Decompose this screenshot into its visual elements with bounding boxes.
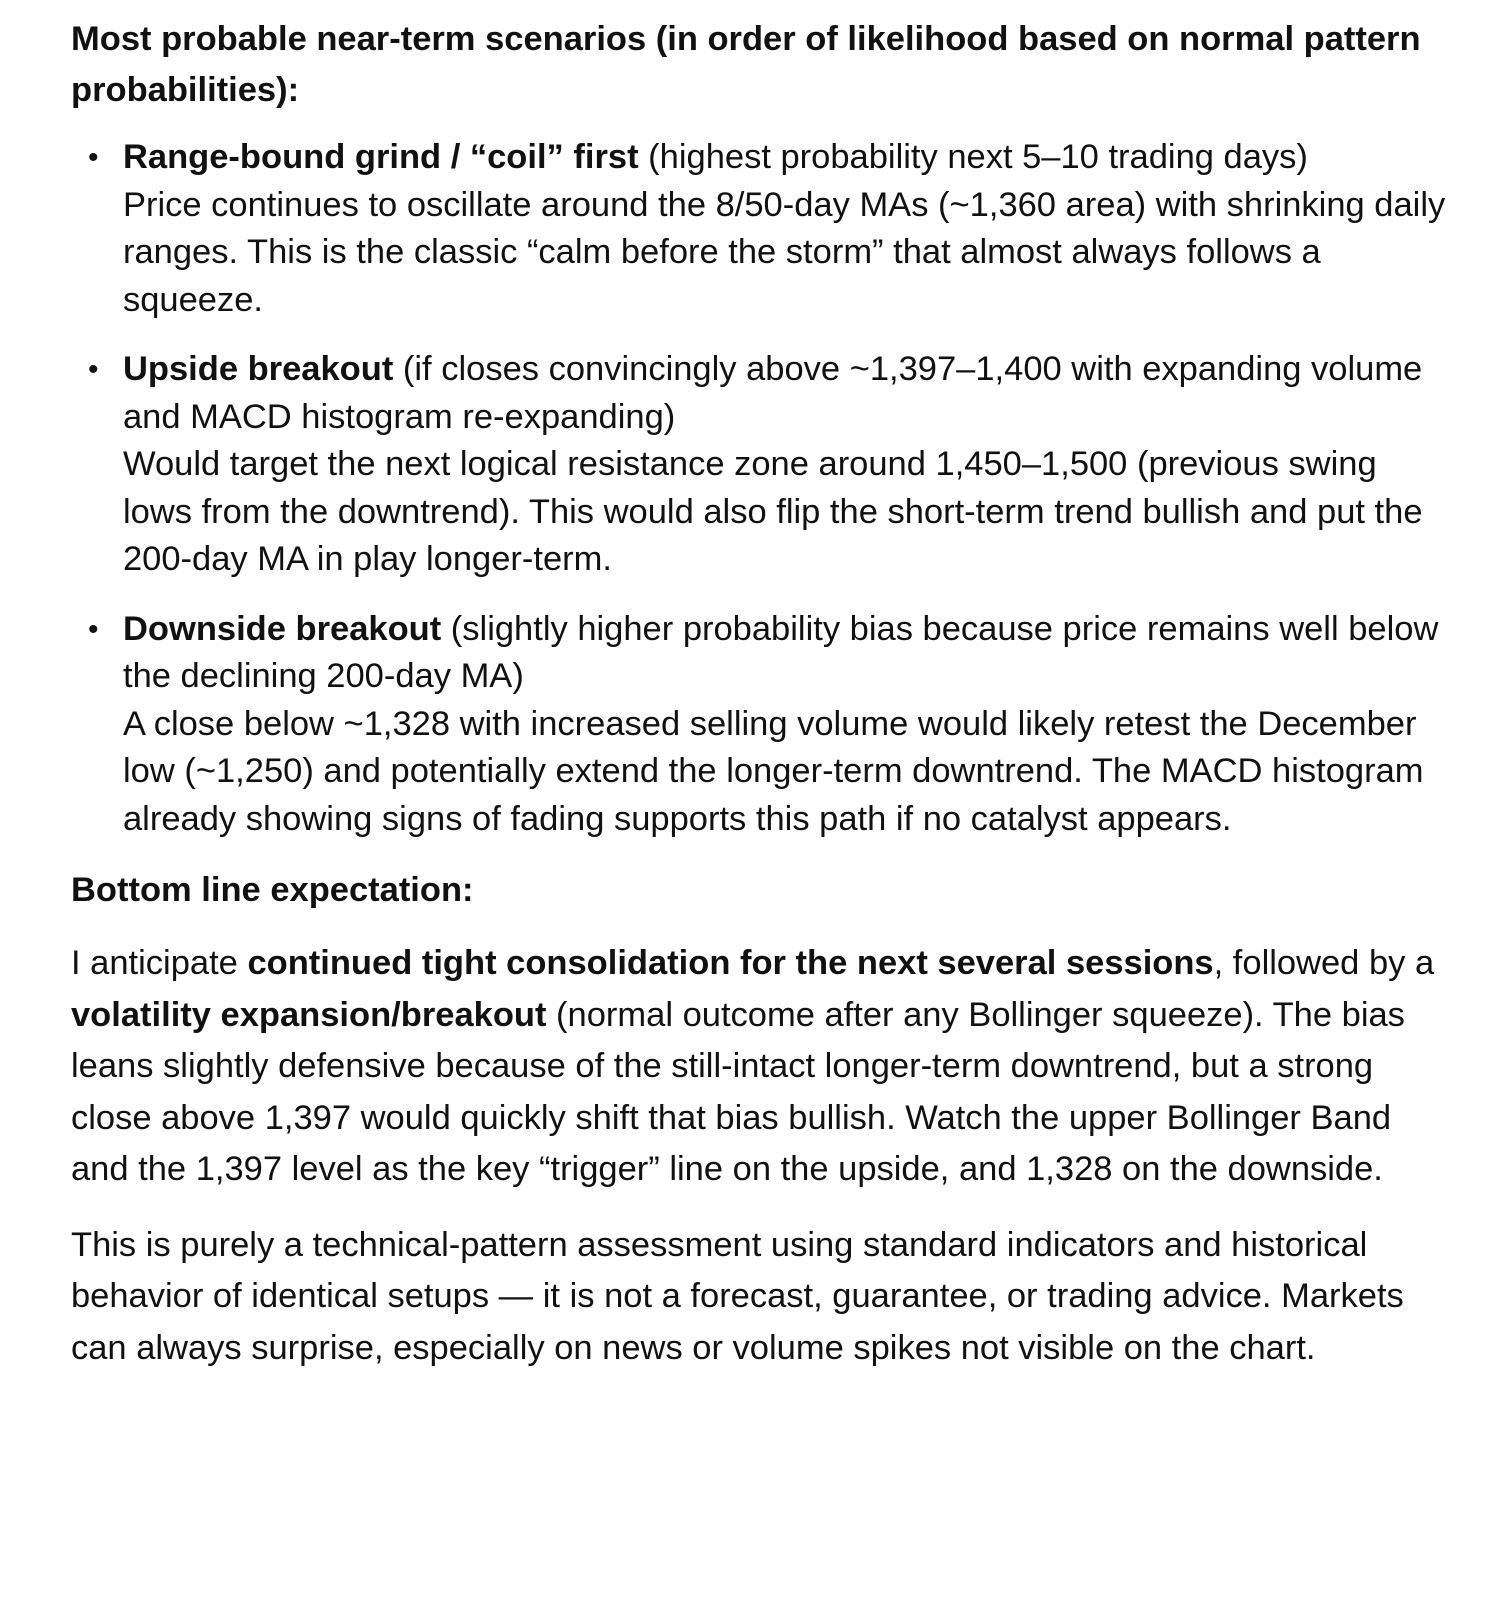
scenario-detail: Price continues to oscillate around the 8/50-day MAs (~1,360 area) with shrinking daily ranges. This is the classic “calm before the storm” that almost always follows a squeeze. — [123, 185, 1446, 319]
scenario-label: Downside breakout — [123, 609, 442, 648]
expectation-text: I anticipate — [71, 944, 248, 982]
expectation-emphasis: volatility expansion/breakout — [71, 995, 547, 1034]
scenario-label: Upside breakout — [123, 350, 394, 388]
scenario-qualifier: (slightly higher probability bias because price remains well below the declining 200-day MA) — [123, 609, 1439, 695]
list-item — [71, 134, 1450, 324]
bullet-icon: • — [88, 353, 99, 386]
scenario-detail: Would target the next logical resistance zone around 1,450–1,500 (previous swing lows from the downtrend). This would also flip the short-term trend bullish and put the 200-day MA in play longer-term. — [123, 445, 1423, 578]
bullet-icon: • — [88, 141, 99, 174]
bullet-icon: • — [88, 612, 99, 646]
scenario-qualifier: (if closes convincingly above ~1,397–1,400 with expanding volume and MACD histogram re-expanding) — [123, 350, 1423, 436]
bottom-line-heading: Bottom line expectation: — [71, 871, 474, 909]
disclaimer-paragraph: This is purely a technical-pattern assessment using standard indicators and historical behavior of identical setups — it is not a forecast, guarantee, or trading advice. Markets can always surprise, especially on news or volume spikes not visible on the chart. — [71, 1225, 1404, 1367]
scenario-qualifier: (highest probability next 5–10 trading days) — [638, 138, 1308, 176]
scenario-label: Range-bound grind / “coil” first — [123, 138, 639, 176]
expectation-text: , followed by a — [1213, 944, 1435, 982]
scenario-list — [71, 134, 1450, 843]
list-item — [71, 346, 1450, 584]
expectation-emphasis: continued tight consolidation for the next several sessions — [247, 944, 1214, 982]
list-item — [71, 606, 1450, 844]
scenarios-heading: Most probable near-term scenarios (in order of likelihood based on normal pattern probabilities): — [71, 20, 1421, 109]
scenario-detail: A close below ~1,328 with increased selling volume would likely retest the December low (~1,250) and potentially extend the longer-term downtrend. The MACD histogram already showing signs of fading supports this path if no catalyst appears. — [123, 704, 1424, 838]
expectation-text: (normal outcome after any Bollinger squeeze). The bias leans slightly defensive because of the still-intact longer-term downtrend, but a strong close above 1,397 would quickly shift that bias bullish. Watch the upper Bollinger Band and the 1,397 level as the key “trigger” line on the upside, and 1,328 on the downside. — [71, 995, 1405, 1188]
expectation-paragraph — [71, 938, 1450, 1196]
